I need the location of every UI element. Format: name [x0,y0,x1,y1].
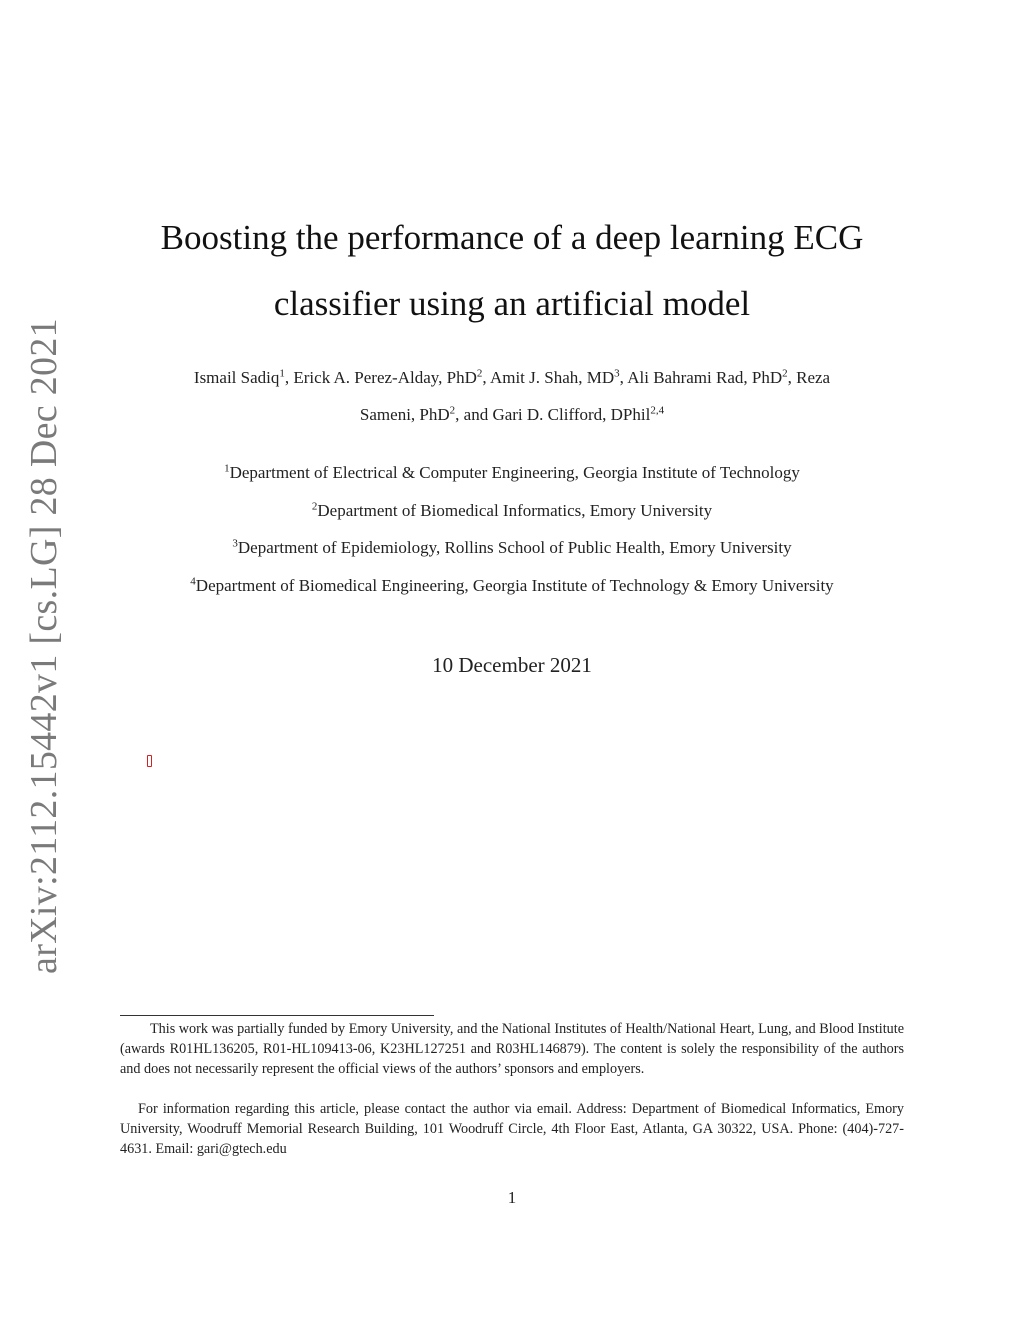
author-affil-sup: 2,4 [650,404,665,417]
footnote-contact: For information regarding this article, please contact the author via email. Address: Department of Biomedical Informatics, Emory University, Woodruff Memorial Research Building, 101 Woodruff Circle, 4th Floor East, Atlanta, GA 30322, USA. Phone: (404)-727-4631. Email: gari@gtech.edu [120,1101,904,1158]
page-number: 1 [507,1188,517,1207]
author-line-1 [0,368,1024,388]
separator: , [284,368,294,387]
author-affil-sup: 1 [279,367,285,380]
red-marker-icon [147,755,152,767]
author-name: Amit J. Shah, MD [489,368,615,387]
author-line-2 [0,405,1024,425]
paper-title-line-1: Boosting the performance of a deep learning ECG [160,218,864,257]
affiliation-2 [0,501,1024,521]
author-name-part: Reza [796,368,831,387]
author-name: Gari D. Clifford, DPhil [492,405,651,424]
separator: , and [455,405,493,424]
author-affil-sup: 3 [614,367,620,380]
affiliation-3 [0,538,1024,558]
arxiv-stamp: arXiv:2112.15442v1 [cs.LG] 28 Dec 2021 [23,318,65,974]
author-affil-sup: 2 [782,367,788,380]
affiliation-text: Department of Biomedical Engineering, Georgia Institute of Technology & Emory University [195,576,834,595]
affiliation-sup: 3 [232,537,238,550]
separator: , [619,368,628,387]
affiliation-sup: 1 [224,462,230,475]
affiliation-sup: 2 [311,500,318,513]
paper-title-line-2: classifier using an artificial model [273,284,751,323]
footnote-funding: This work was partially funded by Emory University, and the National Institutes of Health/National Heart, Lung, and Blood Institute (awards R01HL136205, R01-HL109413-06, K23HL127251 and R03HL146879). The content is solely the responsibility of the authors and does not necessarily represent the official views of the authors’ sponsors and employers. [120,1021,904,1078]
affiliation-sup: 4 [190,575,196,588]
affiliation-text: Department of Biomedical Informatics, Emory University [317,501,713,520]
affiliation-1 [0,463,1024,483]
author-name: Ali Bahrami Rad, PhD [627,368,783,387]
footnote-rule [120,1015,434,1016]
affiliation-4 [0,576,1024,596]
author-name-part: Sameni, PhD [359,405,450,424]
publication-date: 10 December 2021 [432,653,592,677]
author-name: Ismail Sadiq [193,368,280,387]
separator: , [787,368,797,387]
affiliation-text: Department of Electrical & Computer Engineering, Georgia Institute of Technology [229,463,800,482]
author-affil-sup: 2 [449,404,456,417]
author-affil-sup: 2 [476,367,483,380]
separator: , [482,368,490,387]
author-name: Erick A. Perez-Alday, PhD [293,368,477,387]
affiliation-text: Department of Epidemiology, Rollins School of Public Health, Emory University [237,538,792,557]
